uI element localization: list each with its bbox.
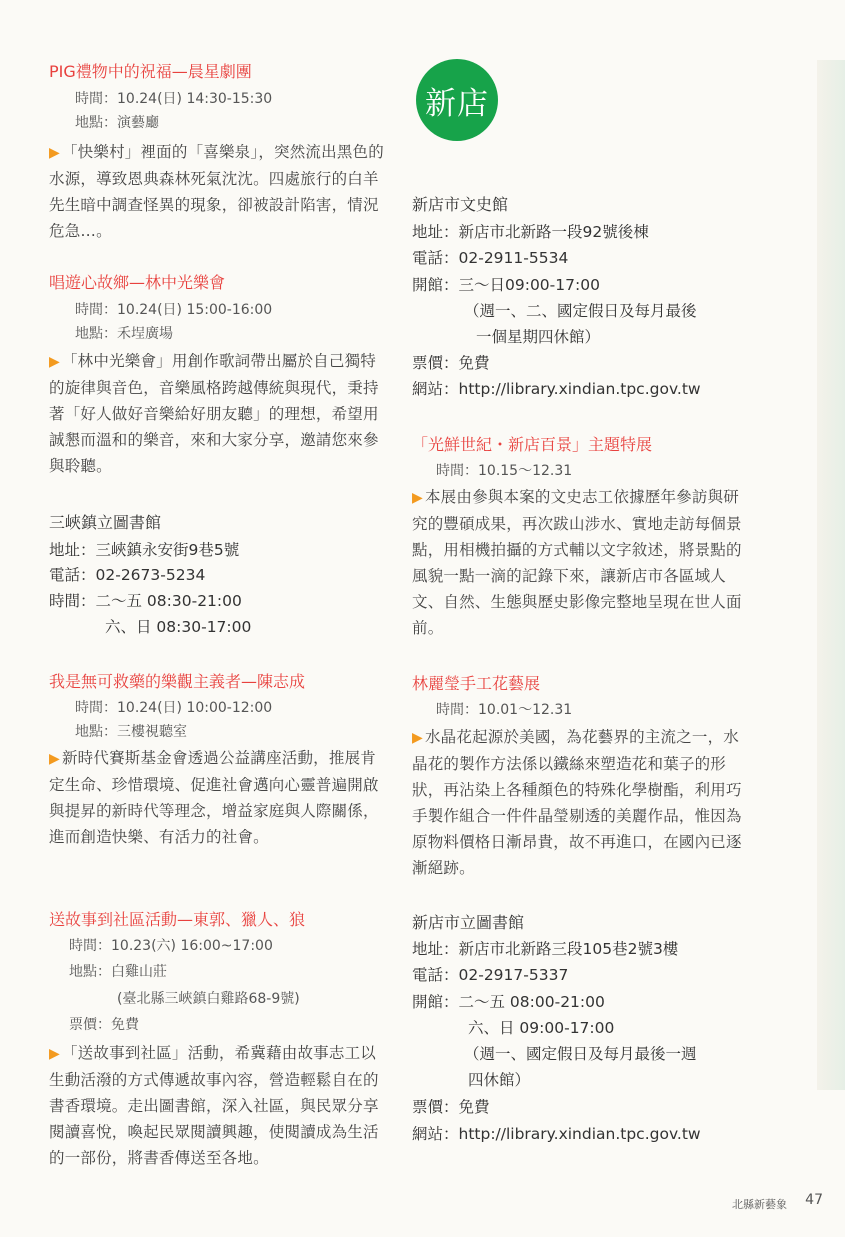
- district-badge: 新店: [416, 59, 498, 141]
- library-hours: 開館：二～五 08:00-21:00: [412, 993, 605, 1011]
- event-description: ▶ 本展由參與本案的文史志工依據歷年參訪與研究的豐碩成果，再次跋山涉水、實地走訪每個景點，用相機拍攝的方式輔以文字敘述，將景點的風貌一點一滴的記錄下來，讓新店市各區域人文、自然、生態與歷史影像完整地呈現在世人面前。: [412, 488, 742, 637]
- event-place-address: (臺北縣三峽鎮白雞路68-9號): [117, 991, 300, 1007]
- event-title: 林麗瑩手工花藝展: [412, 674, 541, 693]
- library-hours-note-cont: 四休館）: [468, 1071, 531, 1089]
- event-description: ▶ 「林中光樂會」用創作歌詞帶出屬於自己獨特的旋律與音色，音樂風格跨越傳統與現代，秉持著「好人做好音樂給好朋友聽」的理想，希望用誠懇而溫和的樂音，來和大家分享，邀請您來參與聆聽。: [49, 352, 379, 475]
- museum-hours: 開館：三～日09:00-17:00: [412, 276, 600, 294]
- magazine-name: 北縣新藝象: [732, 1198, 787, 1211]
- museum-name: 新店市文史館: [412, 195, 509, 214]
- library-website[interactable]: 網站：http://library.xindian.tpc.gov.tw: [412, 1125, 701, 1143]
- event-description: ▶ 「快樂村」裡面的「喜樂泉」，突然流出黑色的水源，導致恩典森林死氣沈沈。四處旅行的白羊先生暗中調查怪異的現象，卻被設計陷害，情況危急…。: [49, 143, 384, 240]
- event-time: 時間：10.15～12.31: [436, 463, 573, 479]
- event-place: 地點：白雞山莊: [69, 964, 167, 980]
- event-title: 我是無可救藥的樂觀主義者—陳志成: [49, 672, 306, 691]
- arrow-bullet-icon: ▶: [412, 490, 423, 506]
- library-name: 三峽鎮立圖書館: [49, 513, 162, 532]
- museum-phone: 電話：02-2911-5534: [412, 249, 569, 267]
- event-title: PIG禮物中的祝福—晨星劇團: [49, 62, 252, 81]
- museum-address: 地址：新店市北新路一段92號後棟: [412, 223, 649, 241]
- arrow-bullet-icon: ▶: [412, 730, 423, 746]
- library-hours-weekend: 六、日 09:00-17:00: [468, 1019, 615, 1037]
- library-phone: 電話：02-2673-5234: [49, 566, 206, 584]
- event-place: 地點：禾埕廣場: [75, 326, 173, 342]
- library-hours-weekend: 六、日 08:30-17:00: [105, 618, 252, 636]
- library-hours: 時間：二～五 08:30-21:00: [49, 592, 242, 610]
- event-description: ▶ 「送故事到社區」活動，希冀藉由故事志工以生動活潑的方式傳遞故事內容，營造輕鬆自在的書香環境。走出圖書館，深入社區，與民眾分享閱讀喜悅，喚起民眾閱讀興趣，使閱讀成為生活的一部份，將書香傳送至各地。: [49, 1044, 379, 1167]
- library-address: 地址：三峽鎮永安街9巷5號: [49, 541, 240, 559]
- event-title: 送故事到社區活動—東郭、獵人、狼: [49, 910, 306, 929]
- event-time: 時間：10.01～12.31: [436, 702, 573, 718]
- museum-hours-note-cont: 一個星期四休館）: [476, 328, 601, 346]
- event-place: 地點：三樓視聽室: [75, 724, 187, 740]
- adjacent-page-edge: [817, 60, 845, 1090]
- event-title: 唱遊心故鄉—林中光樂會: [49, 273, 226, 292]
- event-time: 時間：10.23(六) 16:00~17:00: [69, 938, 273, 954]
- event-description: ▶ 水晶花起源於美國，為花藝界的主流之一，水晶花的製作方法係以鐵絲來塑造花和葉子的形狀，再沾染上各種顏色的特殊化學樹酯，利用巧手製作組合一件件晶瑩剔透的美麗作品，惟因為原物料價格日漸昂貴，故不再進口，在國內已逐漸絕跡。: [412, 728, 742, 877]
- museum-price: 票價：免費: [412, 354, 490, 372]
- arrow-bullet-icon: ▶: [49, 354, 60, 370]
- event-price: 票價：免費: [69, 1017, 139, 1033]
- library-hours-note: （週一、國定假日及每月最後一週: [464, 1045, 697, 1063]
- library-address: 地址：新店市北新路三段105巷2號3樓: [412, 940, 679, 958]
- arrow-bullet-icon: ▶: [49, 1046, 60, 1062]
- event-title: 「光鮮世紀・新店百景」主題特展: [412, 435, 653, 454]
- museum-hours-note: （週一、二、國定假日及每月最後: [464, 302, 697, 320]
- event-place: 地點：演藝廳: [75, 115, 159, 131]
- event-time: 時間：10.24(日) 14:30-15:30: [75, 91, 273, 107]
- museum-website[interactable]: 網站：http://library.xindian.tpc.gov.tw: [412, 380, 701, 398]
- arrow-bullet-icon: ▶: [49, 751, 60, 767]
- page-number: 47: [805, 1192, 823, 1208]
- event-time: 時間：10.24(日) 10:00-12:00: [75, 700, 273, 716]
- event-description: ▶ 新時代賽斯基金會透過公益講座活動，推展肯定生命、珍惜環境、促進社會邁向心靈普遍開啟與提昇的新時代等理念，增益家庭與人際關係，進而創造快樂、有活力的社會。: [49, 749, 379, 846]
- library-name: 新店市立圖書館: [412, 913, 525, 932]
- arrow-bullet-icon: ▶: [49, 145, 60, 161]
- event-time: 時間：10.24(日) 15:00-16:00: [75, 302, 273, 318]
- library-phone: 電話：02-2917-5337: [412, 966, 569, 984]
- library-price: 票價：免費: [412, 1098, 490, 1116]
